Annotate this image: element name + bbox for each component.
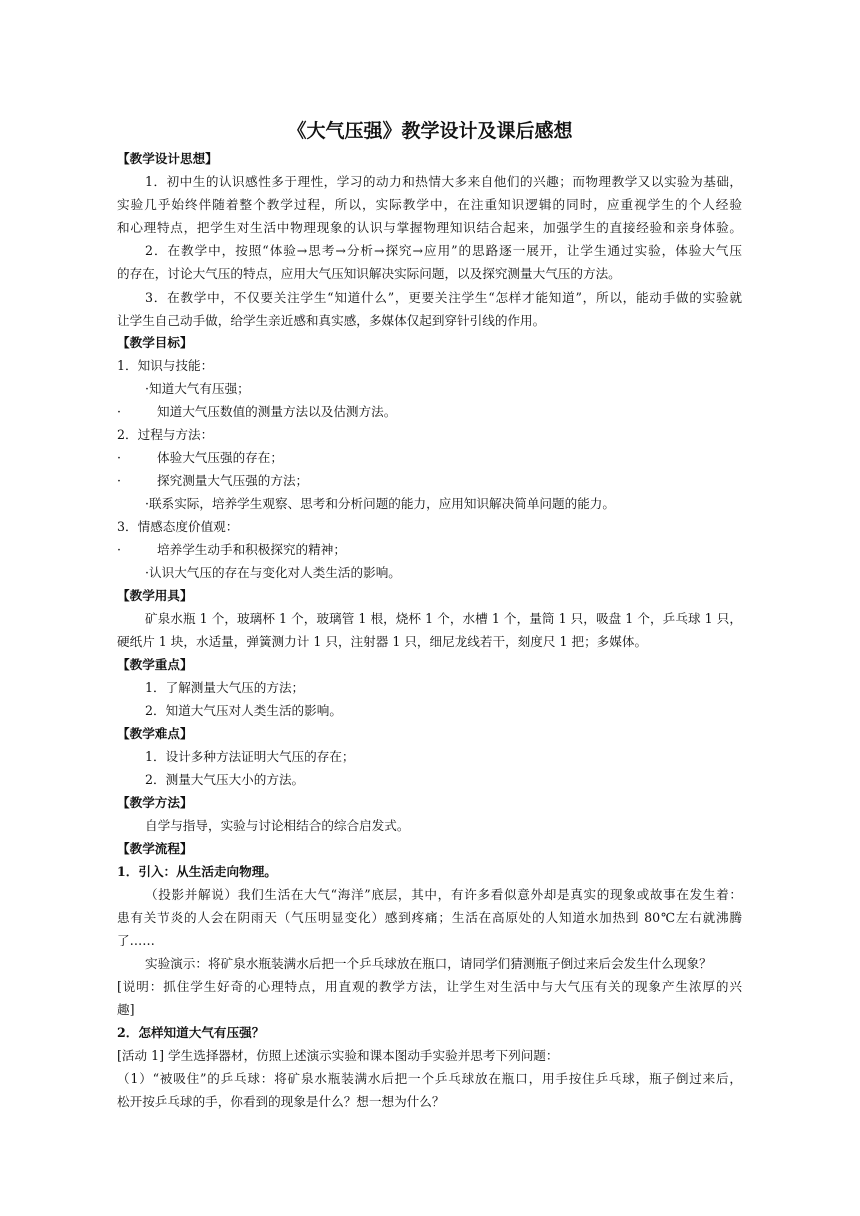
section-heading-method: 【教学方法】 bbox=[117, 795, 193, 810]
flow-step-heading: 1．引入：从生活走向物理。 bbox=[117, 864, 277, 879]
paragraph-line: 患有关节炎的人会在阴雨天（气压明显变化）感到疼痛；生活在高原处的人知道水加热到 80℃左右就沸腾 bbox=[117, 910, 742, 925]
list-item: 1．设计多种方法证明大气压的存在； bbox=[145, 749, 355, 764]
paragraph-line: 的存在，讨论大气压的特点，应用大气压知识解决实际问题，以及探究测量大气压的方法。 bbox=[117, 266, 621, 281]
paragraph-line: （投影并解说）我们生活在大气“海洋”底层，其中，有许多看似意外却是真实的现象或故事在发生着： bbox=[145, 887, 742, 902]
goal-item: ·联系实际，培养学生观察、思考和分析问题的能力，应用知识解决简单问题的能力。 bbox=[145, 496, 615, 511]
goal-heading: 2．过程与方法： bbox=[117, 427, 214, 442]
paragraph-line: 趣] bbox=[117, 1002, 135, 1017]
goal-item: 体验大气压强的存在； bbox=[157, 450, 283, 465]
paragraph-line: 和心理特点，把学生对生活中物理现象的认识与掌握物理知识结合起来，加强学生的直接经验和亲身体验。 bbox=[117, 220, 742, 235]
section-heading-design: 【教学设计思想】 bbox=[117, 151, 218, 166]
bullet-mark: · bbox=[117, 542, 122, 557]
goal-heading: 1．知识与技能： bbox=[117, 358, 214, 373]
paragraph-line: 了…… bbox=[117, 933, 155, 948]
paragraph-line: （1）“被吸住”的乒乓球：将矿泉水瓶装满水后把一个乒乓球放在瓶口，用手按住乒乓球，瓶子倒过来后， bbox=[117, 1071, 742, 1086]
list-item: 2．测量大气压大小的方法。 bbox=[145, 772, 305, 787]
paragraph-line: 1．初中生的认识感性多于理性，学习的动力和热情大多来自他们的兴趣；而物理教学又以实验为基础， bbox=[145, 174, 742, 189]
flow-step-heading: 2．怎样知道大气有压强？ bbox=[117, 1025, 265, 1040]
paragraph-line: 实验演示：将矿泉水瓶装满水后把一个乒乓球放在瓶口，请同学们猜测瓶子倒过来后会发生什么现象？ bbox=[145, 956, 712, 971]
paragraph-line: 3．在教学中，不仅要关注学生“知道什么”，更要关注学生“怎样才能知道”，所以，能动手做的实验就 bbox=[145, 290, 742, 305]
bullet-mark: · bbox=[117, 450, 122, 465]
paragraph-line: 让学生自己动手做，给学生亲近感和真实感，多媒体仅起到穿针引线的作用。 bbox=[117, 313, 546, 328]
document-title: 《大气压强》教学设计及课后感想 bbox=[287, 120, 573, 142]
section-heading-goals: 【教学目标】 bbox=[117, 335, 193, 350]
paragraph-line: [说明：抓住学生好奇的心理特点，用直观的教学方法，让学生对生活中与大气压有关的现象产生浓厚的兴 bbox=[117, 979, 742, 994]
paragraph-line: 矿泉水瓶 1 个，玻璃杯 1 个，玻璃管 1 根，烧杯 1 个，水槽 1 个，量筒 1 只，吸盘 1 个，乒乓球 1 只， bbox=[145, 611, 742, 626]
goal-heading: 3．情感态度价值观： bbox=[117, 519, 239, 534]
section-heading-difficulty: 【教学难点】 bbox=[117, 726, 193, 741]
goal-item: 知道大气压数值的测量方法以及估测方法。 bbox=[157, 404, 397, 419]
paragraph-line: 自学与指导，实验与讨论相结合的综合启发式。 bbox=[145, 818, 410, 833]
list-item: 2．知道大气压对人类生活的影响。 bbox=[145, 703, 342, 718]
bullet-mark: · bbox=[117, 404, 122, 419]
goal-item: 培养学生动手和积极探究的精神； bbox=[157, 542, 346, 557]
bullet-mark: · bbox=[117, 473, 122, 488]
section-heading-flow: 【教学流程】 bbox=[117, 841, 193, 856]
list-item: 1．了解测量大气压的方法； bbox=[145, 680, 305, 695]
paragraph-line: [活动 1] 学生选择器材，仿照上述演示实验和课本图动手实验并思考下列问题： bbox=[117, 1048, 559, 1063]
goal-item: 探究测量大气压强的方法； bbox=[157, 473, 309, 488]
section-heading-tools: 【教学用具】 bbox=[117, 588, 193, 603]
paragraph-line: 实验几乎始终伴随着整个教学过程，所以，实际教学中，在注重知识逻辑的同时，应重视学生的个人经验 bbox=[117, 197, 742, 212]
goal-item: ·认识大气压的存在与变化对人类生活的影响。 bbox=[145, 565, 401, 580]
paragraph-line: 2．在教学中，按照“体验→思考→分析→探究→应用”的思路逐一展开，让学生通过实验，体验大气压 bbox=[145, 243, 742, 258]
goal-item: ·知道大气有压强； bbox=[145, 381, 250, 396]
paragraph-line: 硬纸片 1 块，水适量，弹簧测力计 1 只，注射器 1 只，细尼龙线若干，刻度尺 1 把；多媒体。 bbox=[117, 634, 648, 649]
section-heading-key: 【教学重点】 bbox=[117, 657, 193, 672]
paragraph-line: 松开按乒乓球的手，你看到的现象是什么？想一想为什么？ bbox=[117, 1094, 445, 1109]
